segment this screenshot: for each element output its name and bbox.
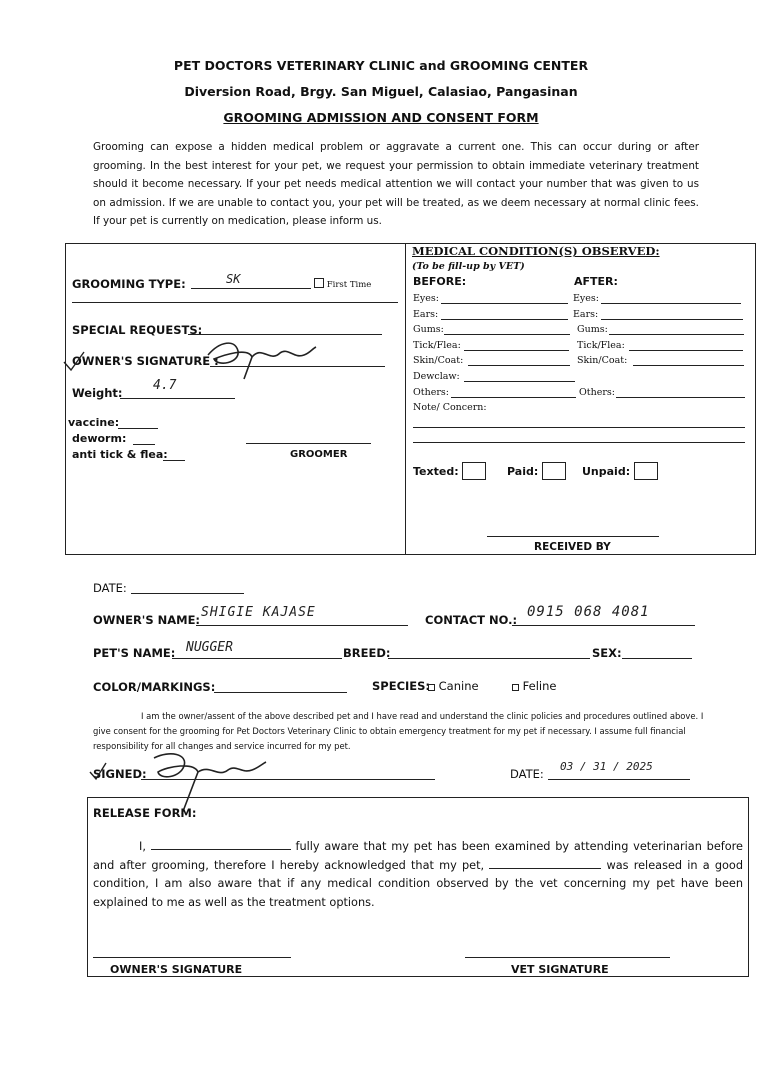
antitick-line [163,460,185,461]
texted-group[interactable] [413,462,486,480]
before-gums: Gums: [413,324,444,335]
medical-conditions-subtitle: (To be fill-up by VET) [412,261,525,272]
color-markings-line[interactable] [214,692,347,693]
pet-name-line [172,658,342,659]
date2-value[interactable]: 03 / 31 / 2025 [560,760,653,773]
date-label: DATE: [93,581,127,595]
canine-label: Canine [438,679,479,693]
before-skincoat-line[interactable] [468,365,570,366]
weight-line [120,398,235,399]
deworm-label: deworm: [72,432,127,445]
note-concern-label: Note/ Concern: [413,402,487,413]
before-eyes: Eyes: [413,293,439,304]
species-canine-option[interactable] [428,679,479,693]
feline-checkbox[interactable] [512,684,519,691]
sex-line[interactable] [622,658,692,659]
owner-name-label: OWNER'S NAME: [93,613,201,627]
grooming-type-value[interactable]: SK [226,272,241,286]
pet-name-label: PET'S NAME: [93,646,176,660]
sex-label: SEX: [592,646,622,660]
contact-line [512,625,695,626]
release-i-label: I, [139,840,146,853]
vaccine-label: vaccine: [68,416,120,429]
after-others-line[interactable] [616,397,745,398]
before-label: BEFORE: [413,275,467,288]
received-by-line[interactable] [487,536,659,537]
owner-signature-mark [200,333,320,383]
grooming-type-line-2 [72,302,398,303]
contact-label: CONTACT NO.: [425,613,518,627]
before-tickflea-line[interactable] [464,350,569,351]
first-time-checkbox-group[interactable] [314,278,371,290]
date-line[interactable] [131,593,244,594]
after-ears: Ears: [573,309,599,320]
consent-text: I am the owner/assent of the above described pet and I have read and understand the clinic policies and procedures outlined above. I give consent for the grooming for Pet Doctors Veterinary Clinic to obtain emergency treatment for my pet if necessary. I assume full financial responsibility for all changes and service incurred for my pet. [93,711,704,751]
release-owner-name-line[interactable] [151,839,291,850]
after-tickflea-line[interactable] [629,350,743,351]
note-line-1[interactable] [413,427,745,428]
antitick-label: anti tick & flea: [72,448,168,461]
owner-signature-check-mark [62,350,86,372]
before-eyes-line[interactable] [441,303,568,304]
after-gums: Gums: [577,324,608,335]
after-gums-line[interactable] [609,334,744,335]
release-owner-signature-label: OWNER'S SIGNATURE [110,963,243,976]
intro-paragraph: Grooming can expose a hidden medical problem or aggravate a current one. This can occur during or after grooming. In the best interest for your pet, we request your permission to obtain immediate veterinary treatment should it become necessary. If your pet needs medical attention we will contact your number that was given to us on admission. If we are unable to contact you, your pet will be treated, as we deem necessary at normal clinic fees. If your pet is currently on medication, please inform us. [93,141,699,227]
after-eyes-line[interactable] [601,303,741,304]
unpaid-label: Unpaid: [582,465,631,478]
admission-box-divider [405,243,406,555]
note-line-2[interactable] [413,442,745,443]
clinic-address: Diversion Road, Brgy. San Miguel, Calasiao, Pangasinan [184,84,578,99]
unpaid-group[interactable] [582,462,658,480]
before-tickflea: Tick/Flea: [413,340,461,351]
date2-label: DATE: [510,767,544,781]
vaccine-line [118,428,158,429]
release-owner-signature-line[interactable] [93,957,291,958]
species-feline-option[interactable] [512,679,556,693]
paid-label: Paid: [507,465,539,478]
before-skincoat: Skin/Coat: [413,355,464,366]
contact-value[interactable]: 0915 068 4081 [527,604,650,620]
date2-line [548,779,690,780]
before-ears-line[interactable] [441,319,568,320]
grooming-type-line [191,288,311,289]
pet-name-value[interactable]: NUGGER [186,640,233,655]
release-pet-name-line[interactable] [489,858,601,869]
medical-conditions-title: MEDICAL CONDITION(S) OBSERVED: [412,244,660,258]
form-title: GROOMING ADMISSION AND CONSENT FORM [223,110,539,125]
after-tickflea: Tick/Flea: [577,340,625,351]
after-eyes: Eyes: [573,293,599,304]
texted-checkbox[interactable] [462,462,486,480]
signed-label: SIGNED: [93,767,147,781]
deworm-line [133,444,155,445]
texted-label: Texted: [413,465,459,478]
before-dewclaw: Dewclaw: [413,371,460,382]
feline-label: Feline [522,679,557,693]
release-text-part1: fully aware that my pet has been examined by attending veterinarian before and after grooming, therefore I hereby acknowledged that my pet, [93,840,744,872]
release-vet-signature-label: VET SIGNATURE [511,963,609,976]
release-title: RELEASE FORM: [93,806,197,820]
after-ears-line[interactable] [601,319,743,320]
first-time-checkbox[interactable] [314,278,324,288]
owner-name-line [196,625,408,626]
color-markings-label: COLOR/MARKINGS: [93,680,216,694]
breed-label: BREED: [343,646,391,660]
weight-value[interactable]: 4.7 [153,378,177,393]
canine-checkbox[interactable] [428,684,435,691]
release-paragraph [93,838,743,912]
before-ears: Ears: [413,309,439,320]
release-vet-signature-line[interactable] [465,957,670,958]
weight-label: Weight: [72,386,123,400]
groomer-line [246,443,371,444]
paid-group[interactable] [507,462,566,480]
owner-name-value[interactable]: SHIGIE KAJASE [201,605,316,620]
after-label: AFTER: [574,275,618,288]
before-others: Others: [413,387,449,398]
special-requests-label: SPECIAL REQUESTS: [72,323,203,337]
unpaid-checkbox[interactable] [634,462,658,480]
species-label: SPECIES: [372,679,431,693]
paid-checkbox[interactable] [542,462,566,480]
first-time-label: First Time [326,280,372,290]
after-skincoat-line[interactable] [633,365,744,366]
before-gums-line[interactable] [444,334,570,335]
after-skincoat: Skin/Coat: [577,355,628,366]
before-others-line[interactable] [451,397,576,398]
owner-signature-label: OWNER'S SIGNATURE : [72,354,219,368]
breed-line[interactable] [388,658,590,659]
after-others: Others: [579,387,615,398]
received-by-label: RECEIVED BY [534,541,611,553]
signed-check-mark [88,761,108,781]
clinic-name: PET DOCTORS VETERINARY CLINIC and GROOMING CENTER [173,58,589,73]
before-dewclaw-line[interactable] [464,381,575,382]
release-text-part2: was released in a good condition, I am also aware that if any medical condition observed by the vet concerning my pet have been explained to me as well as the treatment options. [93,858,743,909]
grooming-type-label: GROOMING TYPE: [72,277,186,291]
groomer-label: GROOMER [290,449,348,460]
